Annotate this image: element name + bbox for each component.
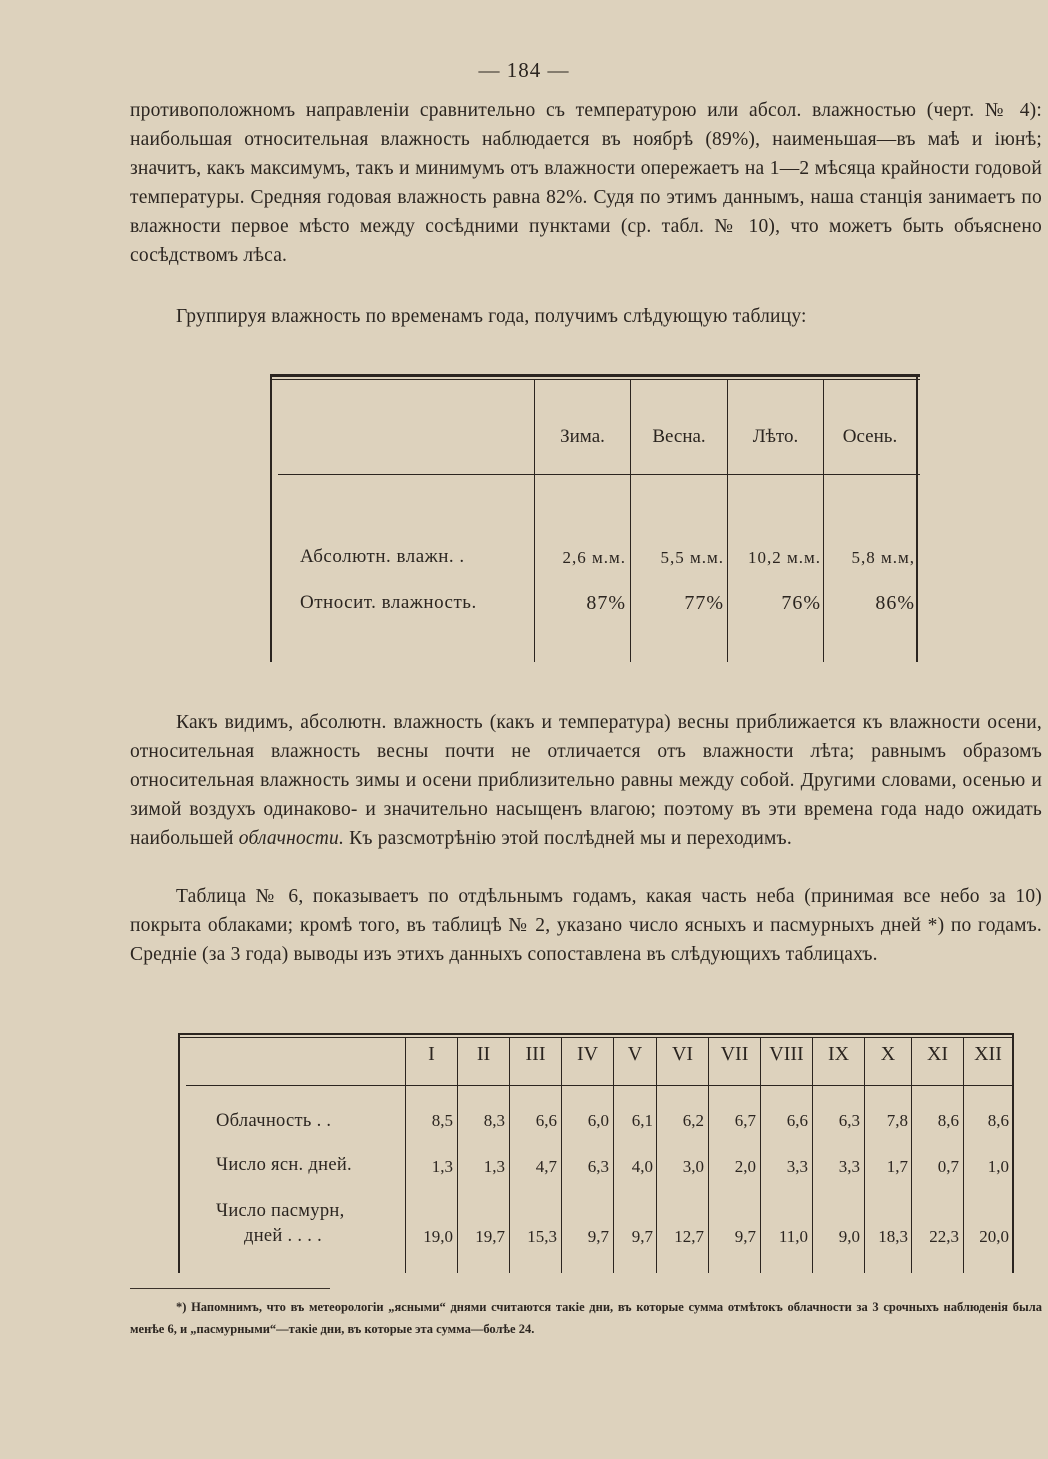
cell-abs-spring: 5,5 м.м. (660, 548, 724, 567)
row-label-clear-days: Число ясн. дней. (216, 1155, 352, 1175)
cell-cloud-12: 8,6 (987, 1111, 1009, 1130)
cell-overcast-1: 19,0 (423, 1227, 453, 1246)
cell-clear-4: 6,3 (587, 1157, 609, 1176)
cell-abs-winter: 2,6 м.м. (562, 548, 626, 567)
cell-clear-7: 2,0 (734, 1157, 756, 1176)
paragraph-4: Таблица № 6, показываетъ по отдѣльнымъ годамъ, какая часть неба (принимая все небо за 10) покрыта облаками; кромѣ того, въ таблицѣ № 2, указано число ясныхъ и пасмурныхъ дней *) по годамъ. Средніе (за 3 года) выводы изъ этихъ данныхъ сопоставлена въ слѣдующихъ таблицахъ. (130, 886, 1042, 965)
cell-overcast-12: 20,0 (979, 1227, 1009, 1246)
header-summer: Лѣто. (752, 426, 799, 447)
month-header-11: XI (926, 1043, 949, 1065)
cell-clear-1: 1,3 (431, 1157, 453, 1176)
cell-cloud-11: 8,6 (937, 1111, 959, 1130)
month-header-3: III (525, 1043, 546, 1065)
cell-cloud-6: 6,2 (682, 1111, 704, 1130)
footnote-divider (130, 1288, 330, 1289)
month-header-5: V (627, 1043, 643, 1065)
page-number: — 184 — (478, 58, 570, 82)
cell-cloud-10: 7,8 (886, 1111, 908, 1130)
paragraph-3-text: Какъ видимъ, абсолютн. влажность (какъ и температура) весны приближается къ влажности осени, относительная влажность весны почти не отличается отъ влажности лѣта; равнымъ образомъ относительная влажность зимы и осени приблизительно равны между собой. Другими словами, осенью и зимой воздухъ одинаково- и значительно насыщенъ влагою; поэтому въ эти времена года надо ожидать наибольшей (130, 712, 1042, 849)
month-header-2: II (476, 1043, 491, 1065)
cell-clear-9: 3,3 (838, 1157, 860, 1176)
header-autumn: Осень. (842, 426, 898, 447)
cell-overcast-6: 12,7 (674, 1227, 704, 1246)
cell-overcast-11: 22,3 (929, 1227, 959, 1246)
footnote (130, 1296, 1042, 1340)
row-label-cloudiness: Облачность . . (216, 1111, 332, 1131)
row-label-relative: Относит. влажность. (300, 592, 477, 613)
footnote-text: *) Напомнимъ, что въ метеорологіи „ясными“ днями считаются такіе дни, въ которые сумма отмѣтокъ облачности за 3 срочныхъ наблюденія была менѣе 6, и „пасмурными“—такіе дни, въ которые эта сумма—болѣе 24. (130, 1300, 1042, 1336)
cell-cloud-3: 6,6 (535, 1111, 557, 1130)
seasons-table (270, 374, 920, 662)
cell-overcast-3: 15,3 (527, 1227, 557, 1246)
cell-overcast-2: 19,7 (475, 1227, 505, 1246)
month-header-6: VI (671, 1043, 694, 1065)
cell-abs-autumn: 5,8 м.м, (851, 548, 915, 567)
cell-rel-summer: 76% (781, 592, 821, 614)
cell-overcast-9: 9,0 (838, 1227, 860, 1246)
cell-clear-6: 3,0 (682, 1157, 704, 1176)
month-header-4: IV (576, 1043, 599, 1065)
cell-rel-winter: 87% (586, 592, 626, 614)
month-header-7: VII (720, 1043, 749, 1065)
cell-clear-8: 3,3 (786, 1157, 808, 1176)
cell-clear-2: 1,3 (483, 1157, 505, 1176)
cell-abs-summer: 10,2 м.м. (747, 548, 821, 567)
cell-cloud-4: 6,0 (587, 1111, 609, 1130)
cell-overcast-8: 11,0 (778, 1227, 808, 1246)
paragraph-2: Группируя влажность по временамъ года, получимъ слѣдующую таблицу: (176, 306, 807, 327)
cell-rel-spring: 77% (684, 592, 724, 614)
header-spring: Весна. (652, 426, 706, 447)
cell-overcast-4: 9,7 (587, 1227, 609, 1246)
cell-cloud-7: 6,7 (734, 1111, 756, 1130)
cell-clear-3: 4,7 (535, 1157, 557, 1176)
cell-cloud-9: 6,3 (838, 1111, 860, 1130)
row-label-absolute: Абсолютн. влажн. . (300, 546, 465, 567)
month-header-9: IX (827, 1043, 850, 1065)
paragraph-3-end: Къ разсмотрѣнію этой послѣдней мы и переходимъ. (349, 828, 792, 849)
paragraph-1: противоположномъ направленіи сравнительно съ температурою или абсол. влажностью (черт. № 4): наибольшая относительная влажность наблюдается въ ноябрѣ (89%), наименьшая—въ маѣ и іюнѣ; значитъ, какъ максимумъ, такъ и минимумъ отъ влажности опережаетъ на 1—2 мѣсяца крайности годовой температуры. Средняя годовая влажность равна 82%. Судя по этимъ даннымъ, наша станція занимаетъ по влажности первое мѣсто между сосѣдними пунктами (ср. табл. № 10), что можетъ быть объяснено сосѣдствомъ лѣса. (130, 100, 1042, 266)
cell-overcast-7: 9,7 (734, 1227, 756, 1246)
paragraph-3-italic: облачности. (238, 828, 345, 849)
month-header-8: VIII (769, 1043, 804, 1065)
months-table (178, 1033, 1016, 1273)
cell-overcast-10: 18,3 (878, 1227, 908, 1246)
cell-clear-11: 0,7 (937, 1157, 959, 1176)
paragraph-humidity-intro (130, 96, 1042, 270)
cell-clear-10: 1,7 (886, 1157, 908, 1176)
cell-clear-5: 4,0 (631, 1157, 653, 1176)
month-header-1: I (428, 1043, 435, 1065)
cell-rel-autumn: 86% (875, 592, 915, 614)
cell-overcast-5: 9,7 (631, 1227, 653, 1246)
paragraph-analysis (130, 708, 1042, 853)
cell-cloud-2: 8,3 (483, 1111, 505, 1130)
header-winter: Зима. (560, 426, 605, 447)
month-header-12: XII (974, 1043, 1002, 1065)
paragraph-grouping (130, 302, 1042, 331)
paragraph-3 (130, 708, 1042, 853)
row-label-overcast-line1: Число пасмурн, (216, 1201, 345, 1221)
cell-cloud-1: 8,5 (431, 1111, 453, 1130)
cell-cloud-8: 6,6 (786, 1111, 808, 1130)
paragraph-cloudiness (130, 882, 1042, 969)
month-header-10: X (880, 1043, 896, 1065)
cell-cloud-5: 6,1 (631, 1111, 653, 1130)
row-label-overcast-line2: дней . . . . (244, 1226, 323, 1246)
cell-clear-12: 1,0 (987, 1157, 1009, 1176)
